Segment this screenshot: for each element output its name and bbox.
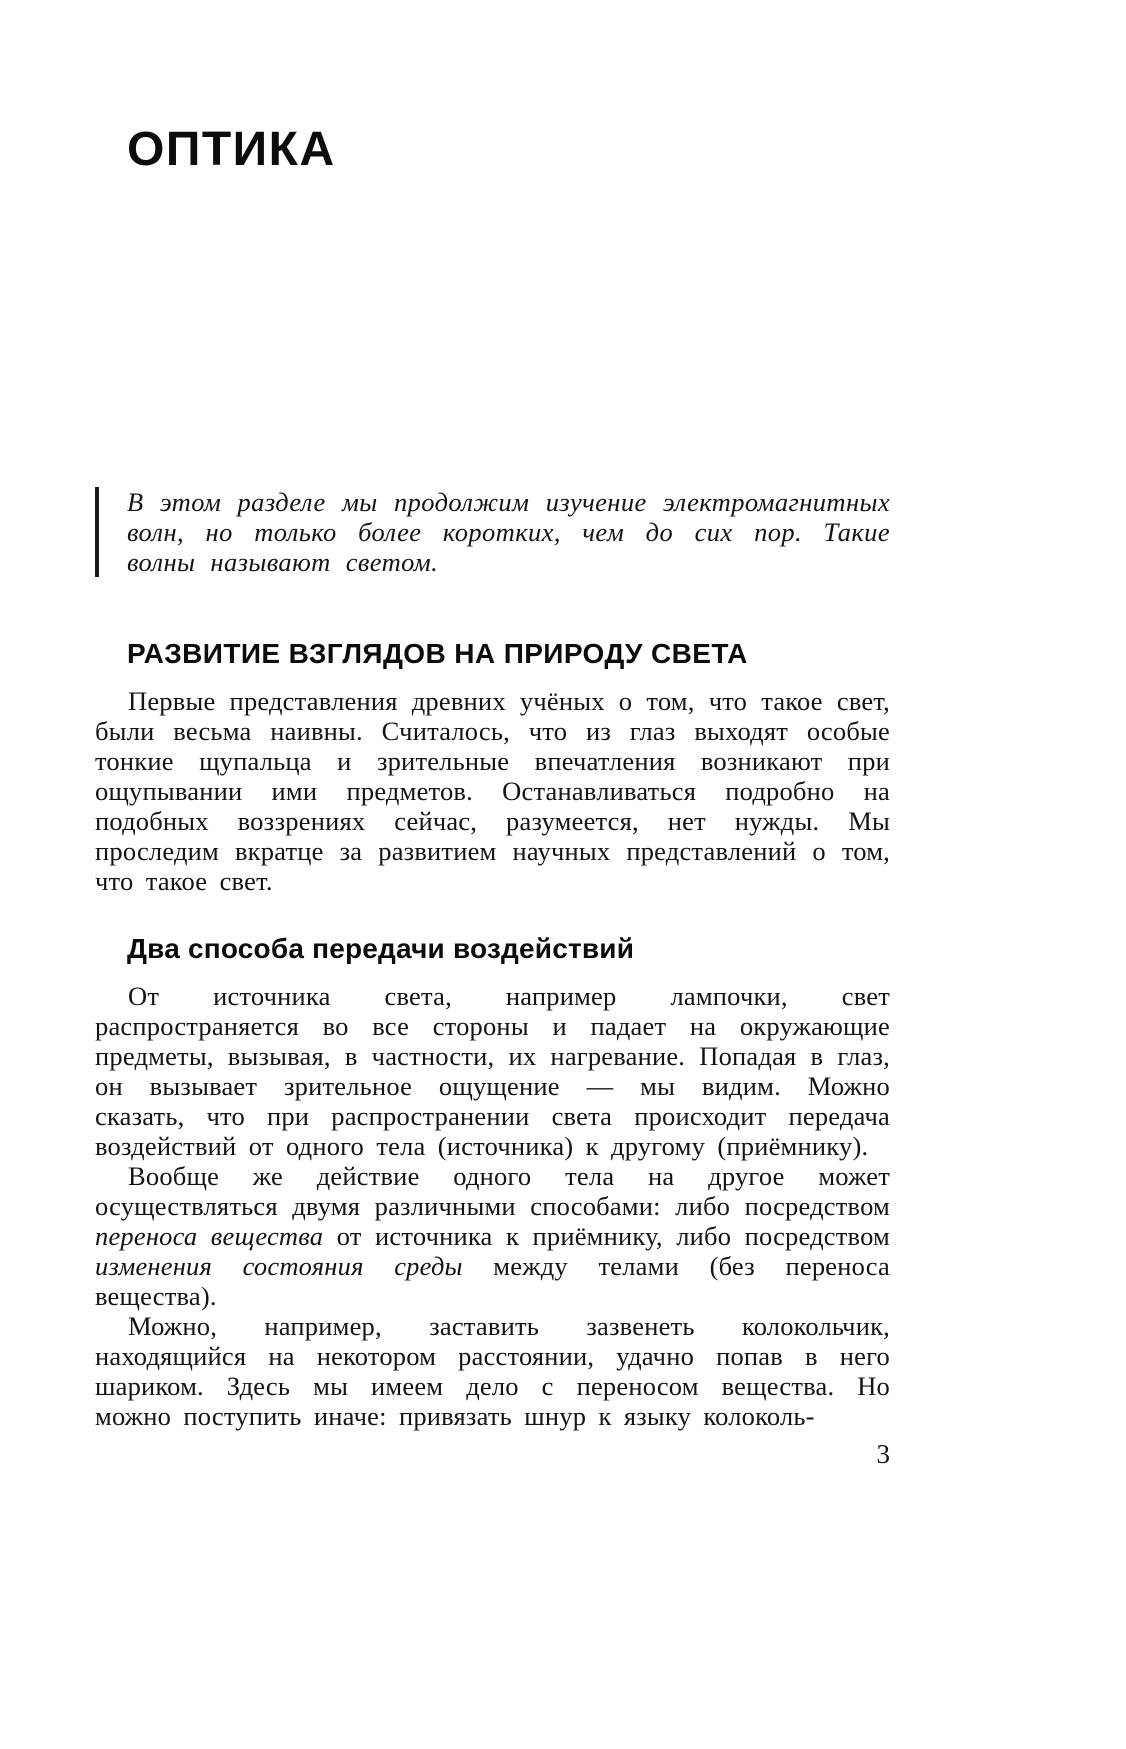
- section-heading: РАЗВИТИЕ ВЗГЛЯДОВ НА ПРИРОДУ СВЕТА: [127, 638, 748, 669]
- text-run: от источника к приёмнику, либо посредством: [323, 1221, 890, 1251]
- page-title: ОПТИКА: [127, 123, 336, 176]
- paragraph: [95, 1161, 890, 1311]
- text-run: между телами (без переноса вещества).: [95, 1251, 890, 1311]
- text-run: Вообще же действие одного тела на другое может осуществляться двумя различными способами: либо посредством: [95, 1161, 890, 1221]
- paragraph: [95, 981, 890, 1161]
- text-run: Первые представления древних учёных о том, что такое свет, были весьма наивны. Считалось, что из глаз выходят особые тонкие щупальца и зрительные впечатления возникают при ощупывании ими предметов. Останавливаться подробно на подобных воззрениях сейчас, разумеется, нет нужды. Мы проследим вкратце за развитием научных представлений о том, что такое свет.: [95, 686, 890, 896]
- page-number: 3: [876, 1439, 890, 1469]
- epigraph-text: В этом разделе мы продолжим изучение электромагнитных волн, но только более коротких, чем до сих пор. Такие волны называют светом.: [127, 487, 890, 577]
- text-run: От источника света, например лампочки, свет распространяется во все стороны и падает на окружающие предметы, вызывая, в частности, их нагревание. Попадая в глаз, он вызывает зрительное ощущение — мы видим. Можно сказать, что при распространении света происходит передача воздействий от одного тела (источника) к другому (приёмнику).: [95, 981, 890, 1161]
- emphasized-text: изменения состояния среды: [95, 1251, 463, 1281]
- epigraph: [95, 487, 890, 577]
- section-paragraphs: [95, 686, 890, 896]
- subsection-heading: Два способа передачи воздействий: [127, 933, 635, 964]
- emphasized-text: переноса вещества: [95, 1221, 324, 1251]
- paragraph: [95, 686, 890, 896]
- text-block: [95, 0, 890, 1470]
- text-run: Можно, например, заставить зазвенеть колокольчик, находящийся на некотором расстоянии, удачно попав в него шариком. Здесь мы имеем дело с переносом вещества. Но можно поступить иначе: привязать шнур к языку колоколь-: [95, 1311, 890, 1431]
- subsection-paragraphs: [95, 981, 890, 1431]
- paragraph: [95, 1311, 890, 1431]
